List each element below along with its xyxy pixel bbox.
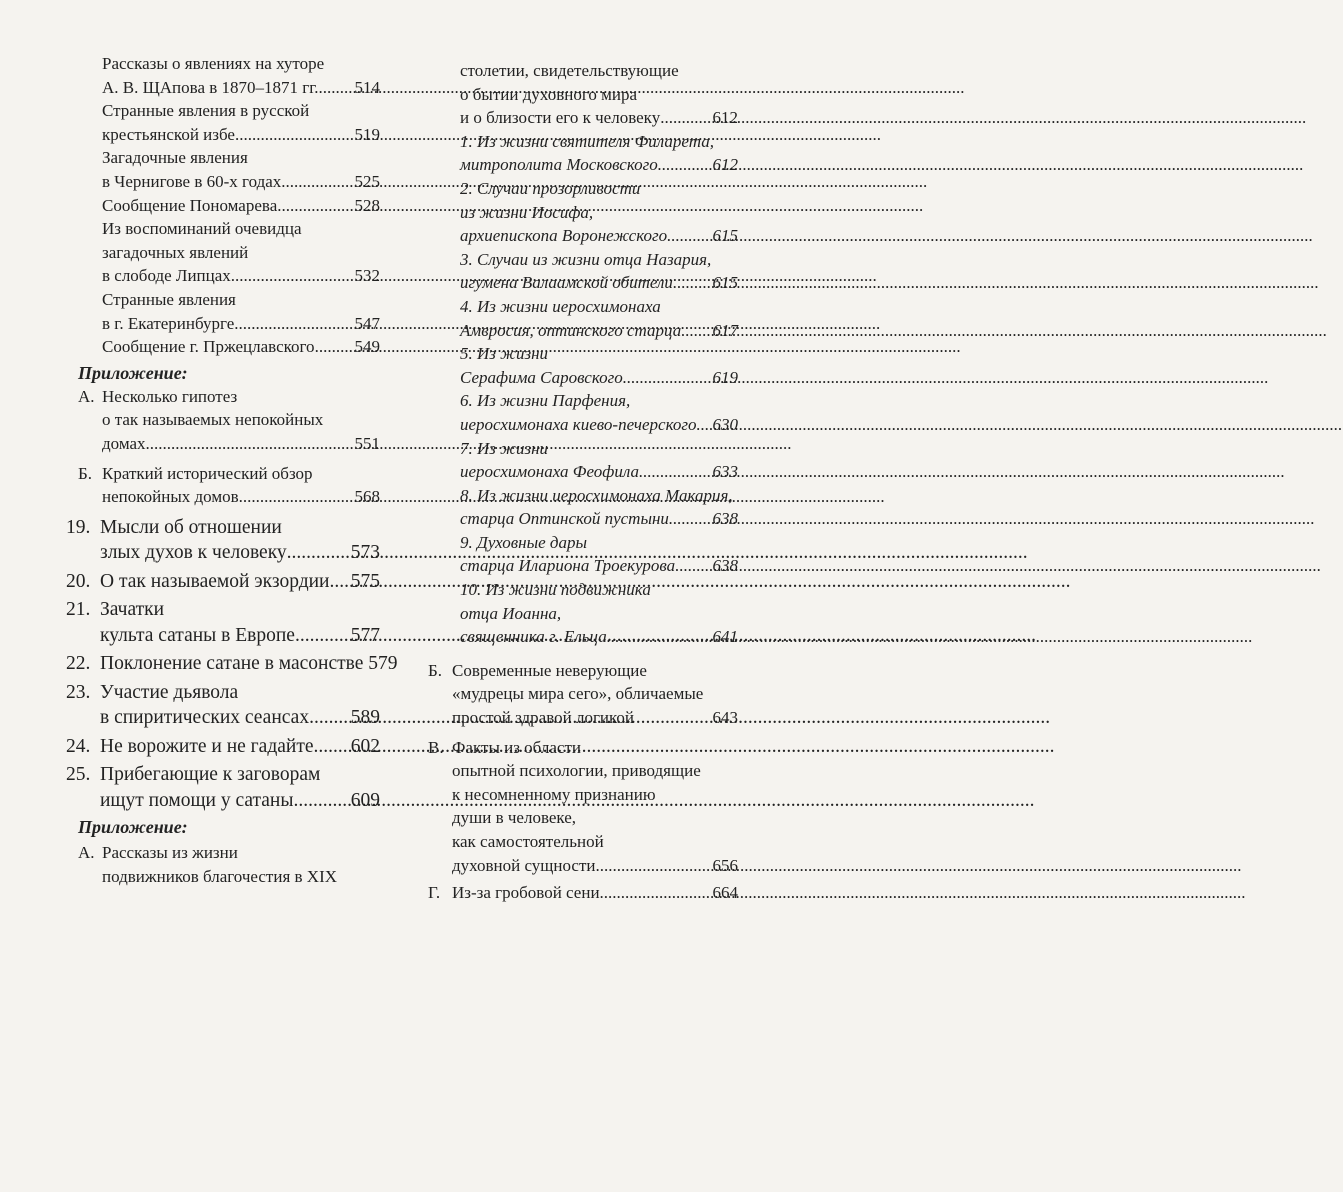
chapter-entry (66, 597, 380, 648)
entry-line: о бытии духовного мира (460, 84, 638, 104)
chapter-number: 22. (66, 653, 91, 675)
entry-letter: А. (78, 386, 95, 406)
entry-line: архиепископа Воронежского (460, 226, 668, 246)
entry-line: простой здравой логикой (452, 708, 635, 728)
entry-line: Странные явления в русской (102, 101, 310, 121)
entry-line: старца Илариона Троекурова (460, 556, 676, 576)
entry-letter: Б. (428, 660, 443, 680)
entry-line: 5. Из жизни (460, 344, 549, 364)
entry-line: из жизни Иосифа, (460, 202, 594, 222)
toc-entry (102, 217, 380, 288)
entry-line: Не ворожите и не гадайте (100, 735, 314, 757)
toc-entry (102, 194, 380, 218)
entry-letter: Г. (428, 883, 441, 903)
entry-line: Зачатки (100, 599, 165, 621)
toc-entry-continuation (460, 59, 738, 130)
entry-line: 3. Случаи из жизни отца Назария, (460, 249, 712, 269)
entry-line: к несомненному признанию (452, 784, 656, 804)
page-number: 638 (712, 509, 738, 529)
page-number: 602 (350, 735, 380, 757)
chapter-number: 21. (66, 599, 91, 621)
page-number: 612 (712, 155, 738, 175)
entry-line: А. В. ЩАпова в 1870–1871 гг. (102, 77, 319, 97)
chapter-number: 23. (66, 681, 91, 703)
entry-line: культа сатаны в Европе (100, 624, 295, 646)
entry-line: Современные неверующие (452, 660, 647, 680)
entry-line: Несколько гипотез (102, 386, 238, 406)
chapter-entry (66, 515, 380, 566)
toc-entry (460, 578, 738, 649)
entry-line: крестьянской избе (102, 124, 235, 144)
entry-line: 10. Из жизни подвижника (460, 580, 651, 600)
entry-letter: Б. (78, 463, 93, 483)
entry-line: «мудрецы мира сего», обличаемые (452, 684, 704, 704)
entry-line: духовной сущности (452, 855, 596, 875)
toc-entry (460, 248, 738, 295)
page-number: 612 (712, 108, 738, 128)
entry-line: Прибегающие к заговорам (100, 764, 321, 786)
entry-line: 2. Случаи прозорливости (460, 178, 641, 198)
toc-entry (460, 484, 738, 531)
appendix-entry (428, 881, 738, 905)
page-number: 656 (712, 855, 738, 875)
toc-right-column (428, 52, 738, 905)
entry-line: ищут помощи у сатаны (100, 789, 294, 811)
entry-line: в г. Екатеринбурге (102, 313, 235, 333)
entry-line: Рассказы из жизни (102, 843, 238, 863)
entry-line: в Чернигове в 60-х годах (102, 171, 282, 191)
toc-entry (102, 288, 380, 335)
page-number: 638 (712, 556, 738, 576)
toc-entry (102, 146, 380, 193)
entry-line: Странные явления (102, 289, 236, 309)
page-number: 519 (354, 124, 380, 144)
entry-line: 4. Из жизни иеросхимонаха (460, 296, 661, 316)
entry-line: отца Иоанна, (460, 603, 562, 623)
entry-line: Краткий исторический обзор (102, 463, 313, 483)
entry-line: в слободе Липцах (102, 266, 231, 286)
page-number: 619 (712, 367, 738, 387)
entry-line: Сообщение Пономарева (102, 195, 278, 215)
appendix-entry (78, 841, 380, 888)
toc-entry (460, 177, 738, 248)
entry-line: Поклонение сатане в масонстве 579 (100, 653, 398, 675)
chapter-entry (66, 734, 380, 760)
chapter-number: 25. (66, 764, 91, 786)
page-number: 664 (712, 883, 738, 903)
page-number: 630 (712, 414, 738, 434)
page-number: 643 (712, 708, 738, 728)
entry-line: Сообщение г. Пржецлавского (102, 337, 315, 357)
entry-line: о так называемых непокойных (102, 410, 324, 430)
entry-line: Рассказы о явлениях на хуторе (102, 54, 325, 73)
page-number: 579 (368, 653, 398, 675)
entry-line: 7. Из жизни (460, 438, 549, 458)
toc-left-column (66, 52, 398, 888)
toc-entry (460, 437, 738, 484)
entry-line: Участие дьявола (100, 681, 239, 703)
entry-letter: А. (78, 843, 95, 863)
toc-entry (460, 531, 738, 578)
page-number: 615 (712, 226, 738, 246)
chapter-entry (66, 569, 380, 595)
entry-line: Факты из области (452, 737, 582, 757)
appendix-heading: Приложение: (78, 362, 188, 383)
page-number: 547 (354, 313, 380, 333)
entry-line: опытной психологии, приводящие (452, 761, 701, 781)
chapter-number: 20. (66, 570, 91, 592)
entry-line: 1. Из жизни святителя Филарета, (460, 131, 714, 151)
page-number: 525 (354, 171, 380, 191)
toc-entry (102, 52, 380, 99)
entry-line: 9. Духовные дары (460, 532, 587, 552)
page-number: 641 (712, 627, 738, 647)
entry-line: старца Оптинской пустыни (460, 509, 669, 529)
appendix-entry (78, 462, 380, 509)
toc-entry (460, 295, 738, 342)
toc-entry (102, 335, 380, 359)
entry-line: как самостоятельной (452, 832, 604, 851)
entry-line: Из-за гробовой сени (452, 883, 600, 903)
page-number: 532 (354, 266, 380, 286)
entry-line: Серафима Саровского (460, 367, 623, 387)
page-number: 617 (712, 320, 738, 340)
toc-entry (460, 130, 738, 177)
page-number: 575 (350, 570, 380, 592)
page-number: 577 (350, 624, 380, 646)
page-number: 589 (350, 707, 380, 729)
page-number: 528 (354, 195, 380, 215)
entry-line: митрополита Московского (460, 155, 658, 175)
page-number: 633 (712, 462, 738, 482)
page-number: 573 (350, 542, 380, 564)
appendix-entry (428, 736, 738, 878)
entry-line: души в человеке, (452, 808, 577, 828)
page-number: 549 (354, 337, 380, 357)
page-number: 609 (350, 789, 380, 811)
page-number: 568 (354, 487, 380, 507)
entry-line: Амвросия, оптинского старца (460, 320, 682, 340)
entry-line: О так называемой экзордии (100, 570, 330, 592)
entry-line: столетии, свидетельствующие (460, 61, 679, 80)
entry-line: 6. Из жизни Парфения, (460, 391, 631, 411)
appendix-entry (428, 659, 738, 730)
entry-letter: В. (428, 737, 444, 757)
entry-line: игумена Валаамской обители (460, 273, 673, 293)
entry-line: загадочных явлений (102, 242, 249, 262)
entry-line: в спиритических сеансах (100, 707, 310, 729)
entry-line: Из воспоминаний очевидца (102, 219, 302, 239)
entry-line: и о близости его к человеку (460, 108, 661, 128)
page-number: 615 (712, 273, 738, 293)
entry-line: злых духов к человеку (100, 542, 287, 564)
appendix-heading: Приложение: (78, 817, 188, 838)
entry-line: непокойных домов (102, 487, 239, 507)
entry-line: иеросхимонаха киево-печерского (460, 414, 697, 434)
toc-entry (460, 342, 738, 389)
chapter-entry (66, 680, 380, 731)
entry-line: Загадочные явления (102, 148, 248, 168)
chapter-entry (66, 762, 380, 813)
chapter-entry (66, 651, 398, 677)
chapter-number: 19. (66, 516, 91, 538)
toc-entry (102, 99, 380, 146)
chapter-number: 24. (66, 735, 91, 757)
toc-entry (460, 389, 738, 436)
entry-line: священника г. Ельца (460, 627, 607, 647)
entry-line: 8. Из жизни иеросхимонаха Макария, (460, 485, 733, 505)
appendix-entry (78, 385, 380, 456)
page-number: 551 (354, 433, 380, 453)
page-number: 514 (354, 77, 380, 97)
entry-line: домах (102, 433, 146, 453)
entry-line: Мысли об отношении (100, 516, 282, 538)
entry-line: подвижников благочестия в XIX (102, 866, 338, 886)
entry-line: иеросхимонаха Феофила (460, 462, 639, 482)
